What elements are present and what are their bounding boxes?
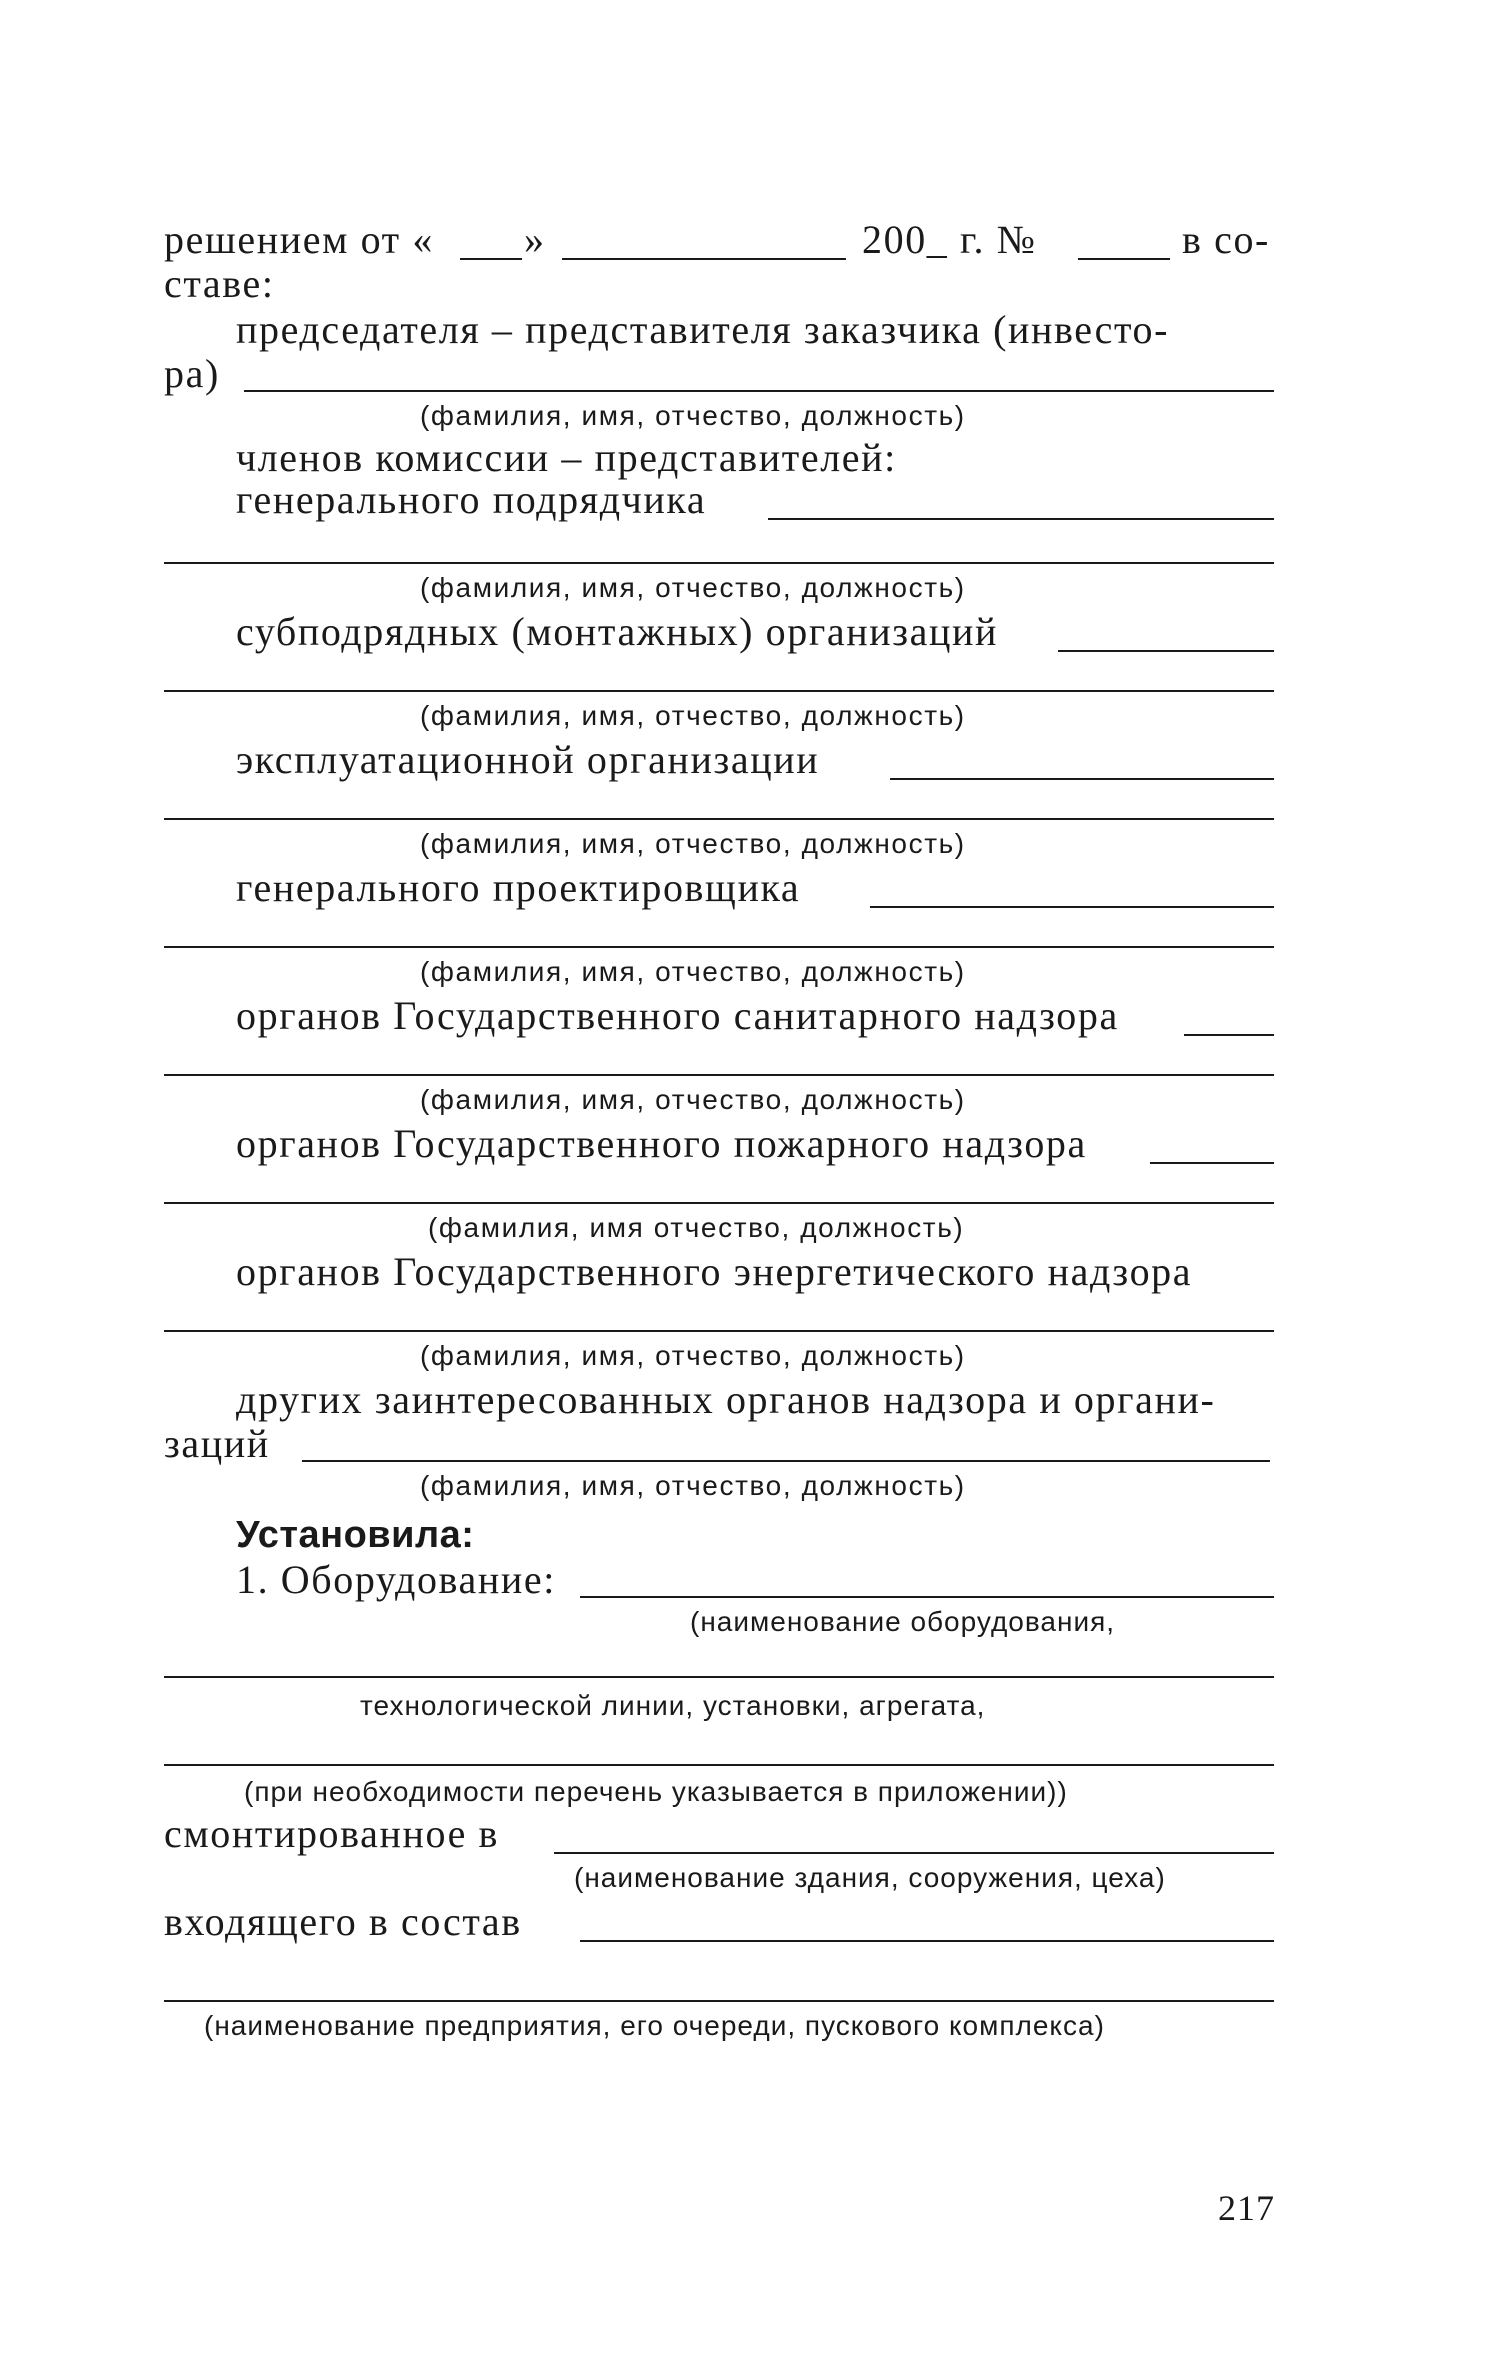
included-blank <box>580 1940 1274 1942</box>
sanitary-caption: (фамилия, имя, отчество, должность) <box>420 1084 966 1115</box>
equipment-blank-2 <box>164 1676 1274 1678</box>
general-designer-caption: (фамилия, имя, отчество, должность) <box>420 956 966 987</box>
equipment-blank-3 <box>164 1764 1274 1766</box>
equipment-caption-2: технологической линии, установки, агрегата, <box>360 1690 986 1721</box>
operating-org-blank <box>890 778 1274 780</box>
header-line2: ставе: <box>164 261 275 306</box>
operating-org-label: эксплуатационной организации <box>236 737 820 782</box>
fire-blank-2 <box>164 1202 1274 1204</box>
header-text-from: решением от « <box>164 217 434 262</box>
operating-org-caption: (фамилия, имя, отчество, должность) <box>420 828 966 859</box>
subcontractors-blank-2 <box>164 690 1274 692</box>
general-designer-blank <box>870 906 1274 908</box>
included-label: входящего в состав <box>164 1899 522 1944</box>
general-contractor-blank-2 <box>164 562 1274 564</box>
subcontractors-label: субподрядных (монтажных) организаций <box>236 609 999 654</box>
others-line1: других заинтересованных органов надзора и органи- <box>236 1377 1216 1422</box>
fire-blank <box>1150 1162 1274 1164</box>
fire-caption: (фамилия, имя отчество, должность) <box>428 1212 965 1243</box>
equipment-caption-3: (при необходимости перечень указывается в приложении)) <box>244 1776 1068 1807</box>
subcontractors-caption: (фамилия, имя, отчество, должность) <box>420 700 966 731</box>
mounted-label: смонтированное в <box>164 1811 500 1856</box>
chair-line2: ра) <box>164 351 220 396</box>
others-caption: (фамилия, имя, отчество, должность) <box>420 1470 966 1501</box>
subcontractors-blank <box>1058 650 1274 652</box>
fire-label: органов Государственного пожарного надзора <box>236 1121 1087 1166</box>
operating-org-blank-2 <box>164 818 1274 820</box>
general-designer-blank-2 <box>164 946 1274 948</box>
general-contractor-label: генерального подрядчика <box>236 477 707 522</box>
number-blank <box>1078 258 1170 260</box>
sanitary-blank <box>1184 1034 1274 1036</box>
header-quote-close: » <box>524 217 546 262</box>
chair-caption: (фамилия, имя, отчество, должность) <box>420 400 966 431</box>
equipment-blank <box>580 1596 1274 1598</box>
included-caption: (наименование предприятия, его очереди, пускового комплекса) <box>204 2010 1105 2041</box>
members-heading: членов комиссии – представителей: <box>236 435 897 480</box>
energy-label: органов Государственного энергетического надзора <box>236 1249 1193 1294</box>
general-designer-label: генерального проектировщика <box>236 865 801 910</box>
mounted-caption: (наименование здания, сооружения, цеха) <box>574 1862 1166 1893</box>
general-contractor-caption: (фамилия, имя, отчество, должность) <box>420 572 966 603</box>
sanitary-blank-2 <box>164 1074 1274 1076</box>
mounted-blank <box>554 1852 1274 1854</box>
others-line2: заций <box>164 1421 270 1466</box>
day-blank <box>460 258 522 260</box>
equipment-caption-1: (наименование оборудования, <box>690 1606 1116 1637</box>
month-blank <box>562 258 846 260</box>
sanitary-label: органов Государственного санитарного надзора <box>236 993 1119 1038</box>
others-blank <box>302 1460 1270 1462</box>
energy-caption: (фамилия, имя, отчество, должность) <box>420 1340 966 1371</box>
header-tail: в со- <box>1182 217 1270 262</box>
general-contractor-blank <box>768 518 1274 520</box>
header-year-number: 200_ г. № <box>862 217 1037 262</box>
page-number: 217 <box>1218 2188 1275 2228</box>
energy-blank <box>164 1330 1274 1332</box>
equipment-label: 1. Оборудование: <box>236 1557 556 1602</box>
established-heading: Установила: <box>236 1514 475 1556</box>
chair-blank <box>244 390 1274 392</box>
included-blank-2 <box>164 2000 1274 2002</box>
chair-line1: председателя – представителя заказчика (инвесто- <box>236 307 1170 352</box>
